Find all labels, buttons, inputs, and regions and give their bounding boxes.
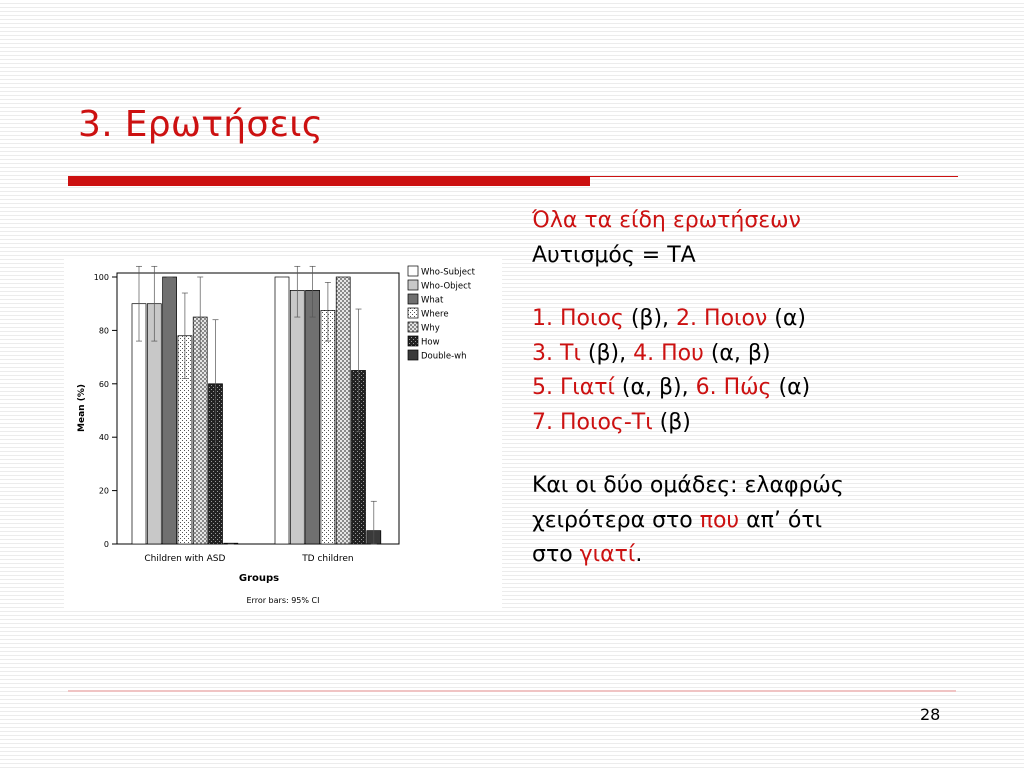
q1-tag: (β), (630, 306, 670, 331)
q4-word: Που (661, 340, 704, 366)
bar (336, 277, 350, 544)
q2-tag: (α) (774, 306, 806, 331)
bar-chart-svg (64, 258, 502, 611)
error-bars-note: Error bars: 95% CI (246, 596, 320, 605)
autism-equals-td: Αυτισμός = ΤΑ (532, 242, 696, 268)
bar (321, 310, 335, 544)
conclusion-text-a: χειρότερα στο (532, 507, 700, 533)
x-category-label: Children with ASD (144, 554, 226, 564)
footer-divider (68, 690, 956, 692)
question-order-line-3 (532, 371, 972, 406)
y-tick-label: 0 (103, 540, 109, 549)
y-tick-label: 100 (93, 273, 109, 282)
legend-swatch (408, 322, 418, 332)
conclusion-text-b: απ’ ότι (739, 507, 823, 533)
title-underline-thick (68, 176, 590, 186)
y-tick-label: 20 (98, 486, 109, 496)
q3-number: 3. (532, 340, 553, 366)
legend-swatch (408, 308, 418, 318)
legend-label: Who-Subject (421, 267, 475, 278)
q1-number: 1. (532, 306, 553, 331)
q6-word: Πώς (723, 375, 772, 400)
bar (163, 277, 177, 544)
conclusion-line-3 (532, 538, 972, 573)
q7-number: 7. (532, 409, 553, 435)
bar-chart (64, 258, 502, 611)
heading-all-question-types: Όλα τα είδη ερωτήσεων (532, 208, 801, 233)
chart-legend (408, 266, 476, 362)
q2-word: Ποιον (704, 306, 768, 331)
conclusion-line-1: Και οι δύο ομάδες: ελαφρώς (532, 473, 844, 498)
legend-label: Who-Object (421, 281, 472, 292)
legend-swatch (408, 350, 418, 360)
q3-tag: (β), (587, 340, 627, 366)
legend-label: Double-wh (421, 351, 467, 362)
bar (275, 277, 289, 544)
q6-number: 6. (695, 375, 717, 400)
q6-tag: (α) (778, 375, 811, 400)
legend-label: Why (421, 323, 440, 334)
q5-word: Γιατί (560, 375, 615, 400)
legend-swatch (408, 266, 418, 276)
q5-tag: (α, β), (621, 375, 689, 400)
q3-word: Τι (560, 340, 581, 366)
conclusion-word-where: που (699, 507, 740, 533)
question-order-line-2 (532, 337, 972, 372)
x-category-label: TD children (302, 554, 354, 564)
legend-label: Where (421, 309, 449, 320)
x-axis-label: Groups (238, 573, 280, 584)
bar (306, 290, 320, 544)
conclusion-text-c: στο (532, 542, 580, 567)
y-tick-label: 40 (98, 433, 109, 443)
q1-word: Ποιος (560, 306, 624, 331)
q5-number: 5. (532, 375, 553, 400)
q4-tag: (α, β) (710, 340, 771, 366)
slide-text (532, 204, 972, 573)
bar (290, 290, 304, 544)
legend-swatch (408, 336, 418, 346)
page-number: 28 (920, 705, 941, 724)
conclusion-word-why: γιατί (579, 542, 636, 567)
legend-label: How (421, 337, 440, 348)
question-order-line-4 (532, 406, 972, 441)
q7-word: Ποιος-Τι (560, 409, 653, 435)
slide-title: 3. Ερωτήσεις (78, 104, 324, 145)
legend-label: What (421, 295, 444, 306)
y-axis-label: Mean (%) (77, 384, 87, 432)
q2-number: 2. (676, 306, 698, 331)
q4-number: 4. (633, 340, 655, 366)
y-tick-label: 60 (98, 379, 109, 389)
q7-tag: (β) (659, 409, 691, 435)
legend-swatch (408, 280, 418, 290)
conclusion-text-d: . (635, 542, 643, 567)
conclusion-line-2 (532, 504, 972, 539)
y-tick-label: 80 (98, 326, 109, 336)
question-order-line-1 (532, 302, 972, 337)
legend-swatch (408, 294, 418, 304)
